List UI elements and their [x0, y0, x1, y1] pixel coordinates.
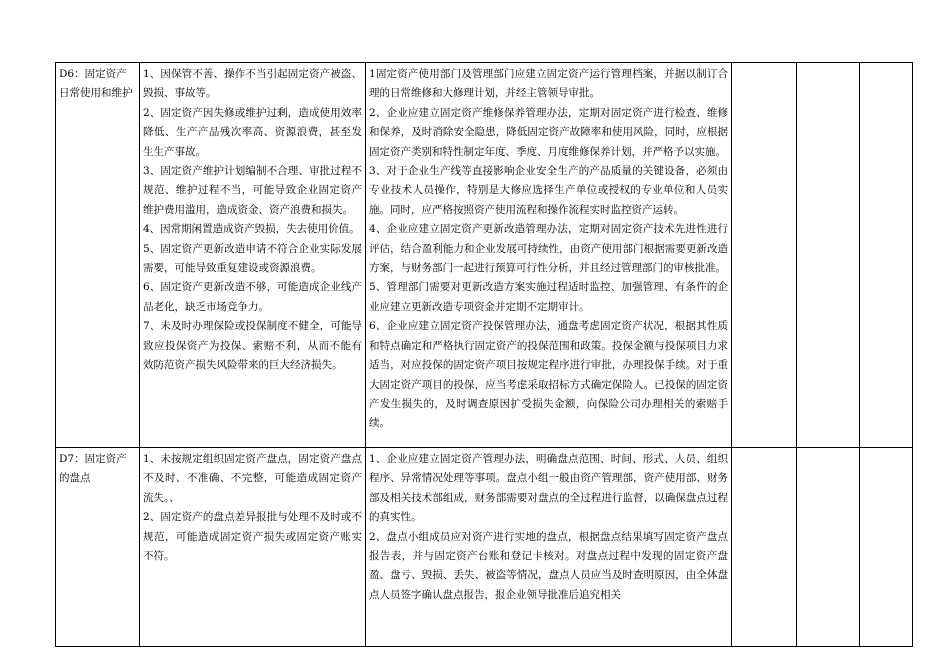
control-item: 1、企业应建立固定资产管理办法，明确盘点范围、时间、形式、人员、组织程序、异常情况处理等事项。盘点小组一般由资产管理部，资产使用部、财务部及相关技术部组成，财务部需要对盘点的全过程进行监督，以确保盘点过程的真实性。	[369, 453, 728, 524]
risk-item: 1、未按规定组织固定资产盘点，固定资产盘点不及时、不准确、不完整，可能造成固定资产流失。、	[143, 453, 362, 504]
risk-item: 1、因保管不善、操作不当引起固定资产被盗、毁损、事故等。	[143, 68, 362, 100]
risk-item: 3、固定资产维护计划编制不合理、审批过程不规范、维护过程不当，可能导致企业固定资产维护费用滥用，造成资金、资产浪费和损失。	[143, 165, 362, 216]
empty-cell	[732, 448, 797, 647]
risk-item: 6、固定资产更新改造不够，可能造成企业线产品老化，缺乏市场竞争力。	[143, 281, 362, 313]
empty-cell	[797, 448, 860, 647]
empty-cell	[860, 63, 913, 448]
control-item: 1固定资产使用部门及管理部门应建立固定资产运行管理档案，并据以制订合理的日常维修和大修理计划，并经主管领导审批。	[369, 68, 728, 100]
risk-item: 4、因常期闲置造成资产毁损，失去使用价值。	[143, 223, 360, 236]
risk-cell	[140, 63, 366, 448]
process-label: D7：固定资产的盘点	[59, 453, 127, 485]
risk-cell	[140, 448, 366, 647]
process-label-cell	[56, 63, 140, 448]
table-row	[56, 63, 913, 448]
control-item: 3、对于企业生产线等直接影响企业安全生产的产品质量的关键设备，必须由专业技术人员操作，特别是大修应选择生产单位或授权的专业单位和人员实施。同时，应严格按照资产使用流程和操作流程实时监控资产运转。	[369, 165, 728, 216]
risk-item: 2、固定资产的盘点差异报批与处理不及时或不规范，可能造成固定资产损失或固定资产账实不符。	[143, 511, 362, 563]
risk-item: 2、固定资产因失修或维护过剩，造成使用效率降低、生产产品残次率高、资源浪费，甚至发生生产事故。	[143, 106, 362, 158]
control-item: 2、盘点小组成员应对资产进行实地的盘点，根据盘点结果填写固定资产盘点报告表，并与固定资产台账和登记卡核对。对盘点过程中发现的固定资产盘盈、盘亏、毁损、丢失、被盗等情况，盘点人员应当及时查明原因，由全体盘点人员签字确认盘点报告，报企业领导批准后追究相关	[369, 530, 728, 601]
risk-item: 7、未及时办理保险或投保制度不健全，可能导致应投保资产为投保、索赔不利，从而不能有效防范资产损失风险带来的巨大经济损失。	[143, 320, 362, 372]
empty-cell	[860, 448, 913, 647]
control-item: 2、企业应建立固定资产维修保养管理办法，定期对固定资产进行检查、维修和保养，及时消除安全隐患，降低固定资产故障率和使用风险，同时，应根据固定资产类别和特性制定年度、季度、月度维修保养计划，并严格予以实施。	[369, 106, 728, 158]
empty-cell	[732, 63, 797, 448]
risk-control-table	[55, 62, 913, 647]
control-item: 6、企业应建立固定资产投保管理办法，通盘考虑固定资产状况，根据其性质和特点确定和严格执行固定资产的投保范围和政策。投保金额与投保项目力求适当，对应投保的固定资产项目按规定程序进行审批，办理投保手续。对于重大固定资产项目的投保，应当考虑采取招标方式确定保险人。已投保的固定资产发生损失的，及时调查原因扩受损失金额，向保险公司办理相关的索赔手续。	[369, 320, 728, 430]
process-label-cell	[56, 448, 140, 647]
control-item: 4、企业应建立固定资产更新改造管理办法，定期对固定资产技术先进性进行评估，结合盈利能力和企业发展可持续性，由资产使用部门根据需要更新改造方案，与财务部门一起进行预算可行性分析，并且经过管理部门的审核批准。	[369, 223, 728, 275]
empty-cell	[797, 63, 860, 448]
risk-item: 5、固定资产更新改造申请不符合企业实际发展需要，可能导致重复建设或资源浪费。	[143, 242, 362, 275]
control-item: 5、管理部门需要对更新改造方案实施过程适时监控、加强管理、有条件的企业应建立更新改造专项资金并定期不定期审计。	[369, 281, 728, 313]
table-row	[56, 448, 913, 647]
control-cell	[366, 448, 732, 647]
control-cell	[366, 63, 732, 448]
process-label: D6：固定资产日常使用和维护	[59, 68, 133, 100]
